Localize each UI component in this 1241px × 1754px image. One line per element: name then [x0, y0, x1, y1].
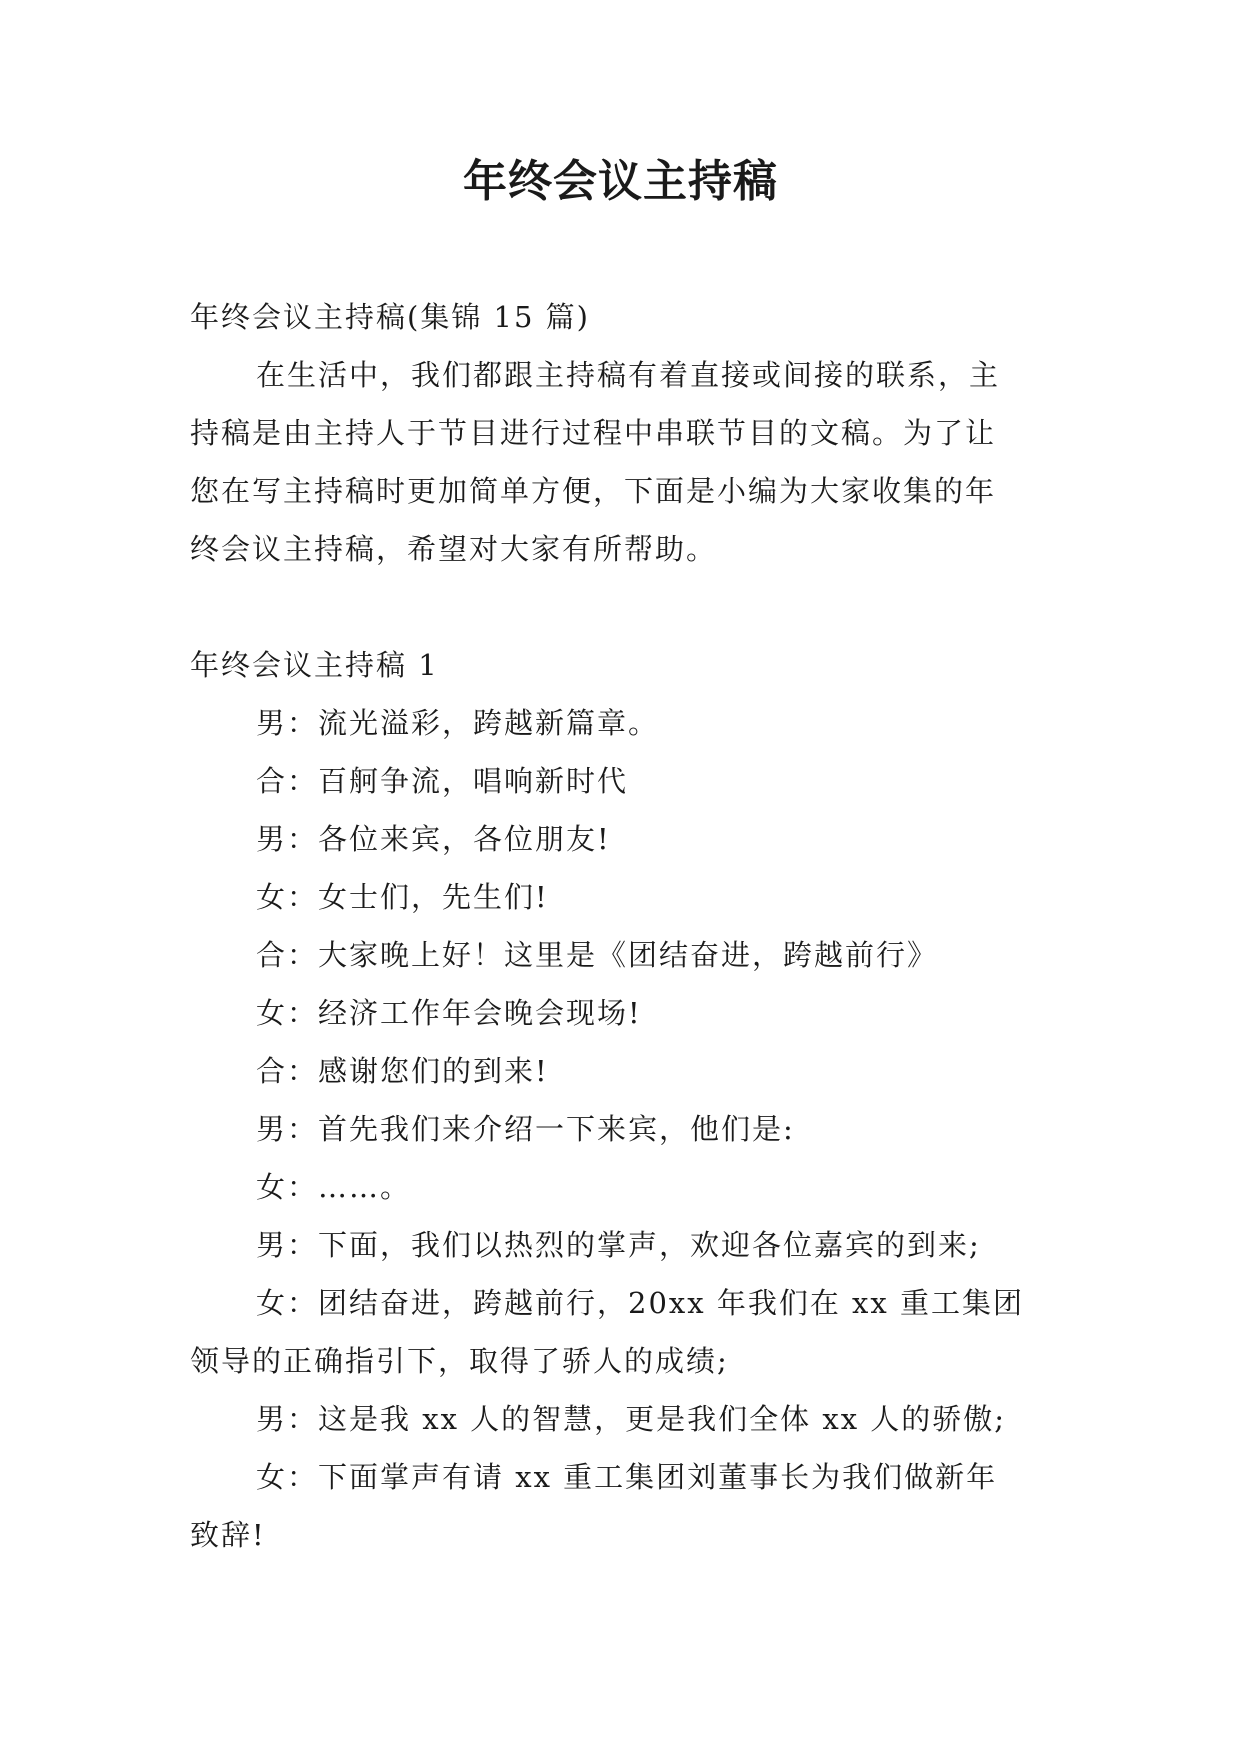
script-line: 领导的正确指引下，取得了骄人的成绩; [190, 1344, 729, 1378]
intro-line: 您在写主持稿时更加简单方便，下面是小编为大家收集的年 [190, 474, 997, 508]
script-line: 合：感谢您们的到来! [256, 1054, 549, 1088]
script-line: 合：百舸争流，唱响新时代 [256, 764, 629, 798]
script-line: 女：女士们，先生们! [256, 880, 549, 914]
intro-line: 在生活中，我们都跟主持稿有着直接或间接的联系，主 [256, 358, 1001, 392]
script-line: 男：流光溢彩，跨越新篇章。 [256, 706, 660, 740]
script-line: 女：下面掌声有请 xx 重工集团刘董事长为我们做新年 [256, 1460, 998, 1494]
script-line: 合：大家晚上好！这里是《团结奋进，跨越前行》 [256, 938, 939, 972]
script-line: 男：各位来宾，各位朋友! [256, 822, 611, 856]
intro-line: 终会议主持稿，希望对大家有所帮助。 [190, 532, 718, 566]
document-title: 年终会议主持稿 [463, 156, 778, 207]
script-line: 女：……。 [256, 1170, 412, 1204]
script-line: 男：下面，我们以热烈的掌声，欢迎各位嘉宾的到来; [256, 1228, 981, 1262]
script-line: 男：首先我们来介绍一下来宾，他们是: [256, 1112, 795, 1146]
script-line: 致辞! [190, 1518, 266, 1552]
intro-line: 持稿是由主持人于节目进行过程中串联节目的文稿。为了让 [190, 416, 997, 450]
script-line: 男：这是我 xx 人的智慧，更是我们全体 xx 人的骄傲; [256, 1402, 1007, 1436]
script-line: 女：经济工作年会晚会现场! [256, 996, 642, 1030]
script-line: 女：团结奋进，跨越前行，20xx 年我们在 xx 重工集团 [256, 1286, 1024, 1320]
paragraph-gap [190, 578, 1050, 636]
section-heading: 年终会议主持稿 1 [190, 648, 439, 682]
document-heading: 年终会议主持稿(集锦 15 篇) [190, 300, 590, 334]
document-body [190, 288, 1050, 1564]
